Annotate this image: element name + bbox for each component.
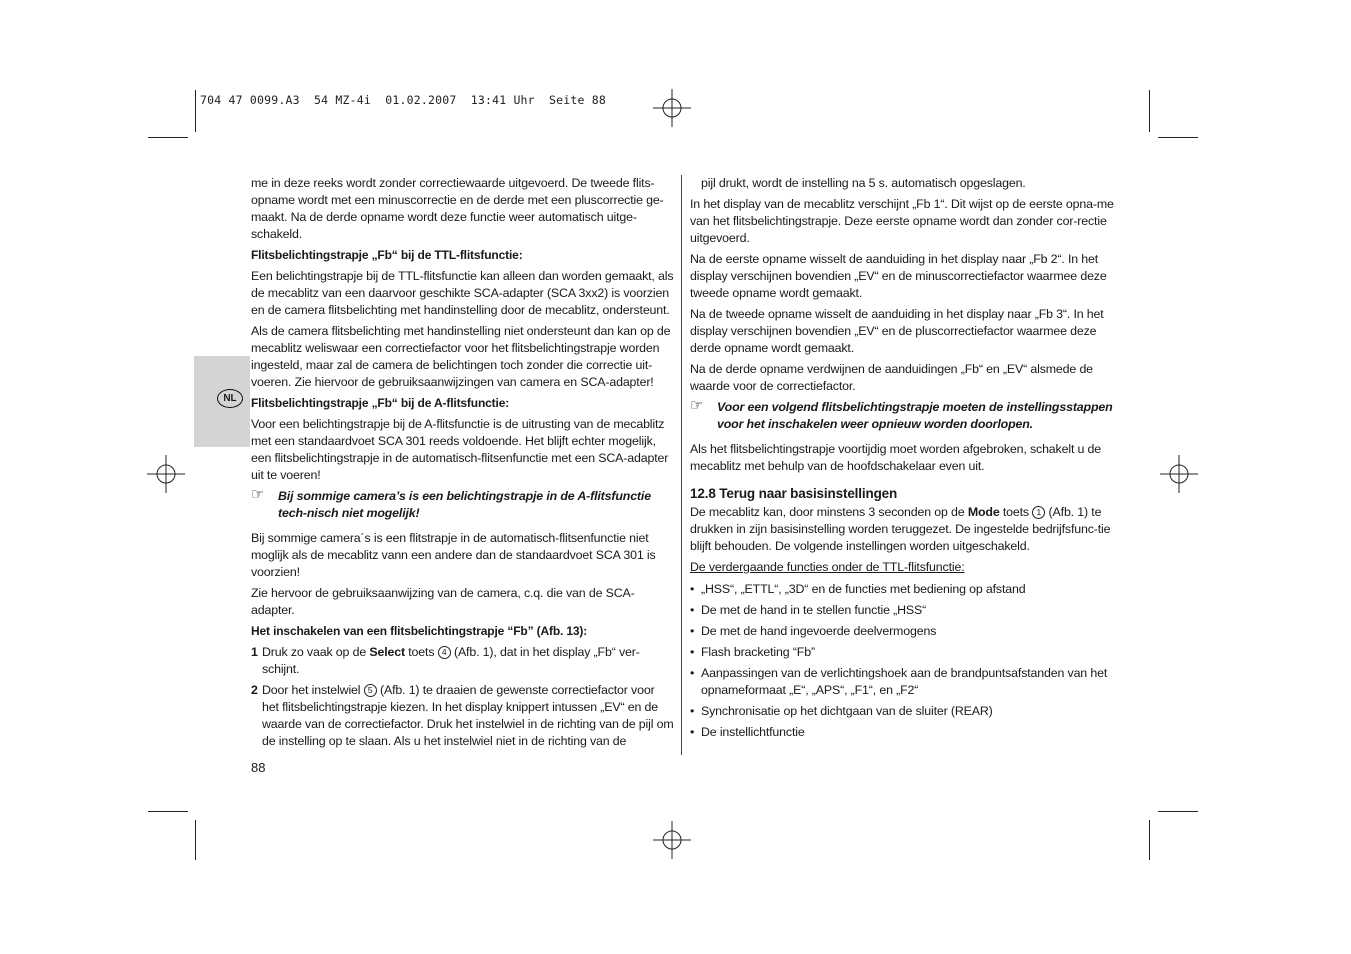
step-text: Door het instelwiel — [262, 683, 364, 697]
step-item — [251, 682, 674, 750]
heading-a-bracketing: Flitsbelichtingstrapje „Fb“ bij de A-flitsfunctie: — [251, 396, 510, 410]
list-item-text: Flash bracketing “Fb” — [701, 645, 815, 659]
bullet-list — [690, 581, 1114, 741]
paragraph: In het display van de mecablitz verschijnt „Fb 1“. Dit wijst op de eerste opna-me van het flitsbelichtingstrapje. Deze eerste opname wordt dan zonder cor-rectie uitgevoerd. — [690, 197, 1114, 245]
right-column — [690, 175, 1114, 745]
note — [690, 399, 1114, 433]
paragraph: Zie hervoor de gebruiksaanwijzing van de camera, c.q. die van de SCA-adapter. — [251, 586, 635, 617]
crop-mark-bl-horizontal — [148, 811, 188, 812]
list-item — [690, 581, 1114, 598]
step-text: (Afb. 1), dat in het display „Fb“ ver-schijnt. — [262, 645, 640, 676]
print-slug-line: 704 47 0099.A3 54 MZ-4i 01.02.2007 13:41 Uhr Seite 88 — [200, 93, 607, 107]
note-text: Bij sommige camera’s is een belichtingstrapje in de A-flitsfunctie tech-nisch niet mogelijk! — [278, 489, 651, 520]
list-item-text: De met de hand ingevoerde deelvermogens — [701, 624, 937, 638]
list-item-text: De instellichtfunctie — [701, 725, 805, 739]
note — [251, 488, 674, 522]
paragraph: Na de eerste opname wisselt de aanduiding in het display naar „Fb 2“. In het display verschijnen bovendien „EV“ en de minuscorrectiefactor waarmee deze tweede opname wordt gemaakt. — [690, 252, 1107, 300]
circled-number: 4 — [438, 646, 451, 659]
heading-enable-bracketing: Het inschakelen van een flitsbelichtingstrapje “Fb” (Afb. 13): — [251, 624, 588, 638]
paragraph: Als het flitsbelichtingstrapje voortijdig moet worden afgebroken, schakelt u de mecablitz met behulp van de hoofdschakelaar even uit. — [690, 442, 1102, 473]
language-tab — [194, 356, 250, 447]
bullet-icon: • — [690, 704, 695, 718]
select-key-label: Select — [369, 645, 405, 659]
circled-number: 1 — [1032, 506, 1045, 519]
list-item — [690, 665, 1114, 699]
step-number: 2 — [251, 683, 258, 697]
step-item — [251, 644, 674, 678]
list-item — [690, 623, 1114, 640]
list-item — [690, 703, 1114, 720]
crop-mark-tl-vertical — [195, 90, 196, 132]
list-item-text: Synchronisatie op het dichtgaan van de sluiter (REAR) — [701, 704, 993, 718]
step-number: 1 — [251, 645, 258, 659]
list-item — [690, 602, 1114, 619]
text-run: (Afb. 1) te drukken in zijn basisinstelling worden teruggezet. De ingestelde bedrijfsfunc-tie blijft behouden. De volgende instellingen worden uitgeschakeld. — [690, 505, 1111, 553]
crop-mark-br-vertical — [1149, 820, 1150, 860]
language-badge: NL — [217, 389, 243, 408]
registration-mark-bottom-icon — [653, 821, 691, 859]
paragraph: me in deze reeks wordt zonder correctiewaarde uitgevoerd. De tweede flits-opname wordt met een minuscorrectie en de derde met een pluscorrectie ge-maakt. Na de derde opname wordt deze functie weer automatisch uitge-schakeld. — [251, 176, 664, 241]
crop-mark-br-horizontal — [1158, 811, 1198, 812]
list-item-text: De met de hand in te stellen functie „HSS“ — [701, 603, 927, 617]
paragraph: Een belichtingstrapje bij de TTL-flitsfunctie kan alleen dan worden gemaakt, als de mecablitz van een daarvoor geschikte SCA-adapter (SCA 3xx2) is voorzien en de camera flitsbelichting met handinstelling door de mecablitz, ondersteunt. — [251, 269, 674, 317]
text-run: toets — [999, 505, 1033, 519]
paragraph: Voor een belichtingstrapje bij de A-flitsfunctie is de uitrusting van de mecablitz met een standaardvoet SCA 301 reeds voldoende. Het blijft echter mogelijk, een flitsbelichtingstrapje in de automatisch-flitsenfunctie met een SCA-adapter uit te voeren! — [251, 417, 669, 482]
mode-key-label: Mode — [967, 505, 1000, 519]
bullet-icon: • — [690, 603, 695, 617]
registration-mark-top-icon — [653, 89, 691, 127]
paragraph — [690, 504, 1114, 555]
crop-mark-tr-horizontal — [1158, 137, 1198, 138]
column-divider — [681, 175, 682, 755]
paragraph: pijl drukt, wordt de instelling na 5 s. automatisch opgeslagen. — [701, 176, 1026, 190]
paragraph: Bij sommige camera´s is een flitstrapje in de automatisch-flitsenfunctie niet moglijk als de mecablitz vann een andere dan de standaardvoet SCA 301 is voorzien! — [251, 531, 656, 579]
bullet-icon: • — [690, 666, 695, 680]
circled-number: 5 — [364, 684, 377, 697]
crop-mark-bl-vertical — [195, 820, 196, 860]
text-run: De mecablitz kan, door minstens 3 seconden op de — [690, 505, 968, 519]
registration-mark-right-icon — [1160, 455, 1198, 493]
step-text: Druk zo vaak op de — [262, 645, 370, 659]
section-heading: 12.8 Terug naar basisinstellingen — [690, 486, 898, 501]
paragraph: Na de derde opname verdwijnen de aanduidingen „Fb“ en „EV“ alsmede de waarde voor de correctiefactor. — [690, 362, 1093, 393]
crop-mark-tr-vertical — [1149, 90, 1150, 132]
step-text: toets — [404, 645, 438, 659]
page-number: 88 — [251, 760, 266, 775]
step-text: (Afb. 1) te draaien de gewenste correctiefactor voor het flitsbelichtingstrapje kiezen. In het display knippert intussen „EV“ en de waarde van de correctiefactor. Druk het instelwiel in de richting van de pijl om de instelling op te slaan. Als u het instelwiel niet in de richting van de — [262, 683, 674, 748]
bullet-icon: • — [690, 645, 695, 659]
bullet-icon: • — [690, 624, 695, 638]
paragraph: Als de camera flitsbelichting met handinstelling niet ondersteunt dan kan op de mecablitz weliswaar een correctiefactor voor het flitsbelichtingstrapje worden ingesteld, maar zal de camera de belichtingen toch zonder die correctie uit-voeren. Zie hiervoor de gebruiksaanwijzingen van camera en SCA-adapter! — [251, 324, 671, 389]
pointing-hand-icon: ☞ — [251, 486, 265, 503]
subheading-underlined: De verdergaande functies onder de TTL-flitsfunctie: — [690, 560, 965, 574]
list-item-text: Aanpassingen van de verlichtingshoek aan de brandpuntsafstanden van het opnameformaat „E“, „APS“, „F1“, en „F2“ — [701, 666, 1108, 697]
pointing-hand-icon: ☞ — [690, 397, 704, 414]
left-column — [251, 175, 674, 754]
list-item — [690, 644, 1114, 661]
registration-mark-left-icon — [147, 455, 185, 493]
note-text: Voor een volgend flitsbelichtingstrapje moeten de instellingsstappen voor het inschakelen weer opnieuw worden doorlopen. — [717, 400, 1113, 431]
bullet-icon: • — [690, 725, 695, 739]
list-item-text: „HSS“, „ETTL“, „3D“ en de functies met bediening op afstand — [701, 582, 1026, 596]
list-item — [690, 724, 1114, 741]
crop-mark-tl-horizontal — [148, 137, 188, 138]
paragraph: Na de tweede opname wisselt de aanduiding in het display naar „Fb 3“. In het display verschijnen bovendien „EV“ en de pluscorrectiefactor waarmee deze derde opname wordt gemaakt. — [690, 307, 1104, 355]
bullet-icon: • — [690, 582, 695, 596]
heading-ttl-bracketing: Flitsbelichtingstrapje „Fb“ bij de TTL-flitsfunctie: — [251, 248, 523, 262]
